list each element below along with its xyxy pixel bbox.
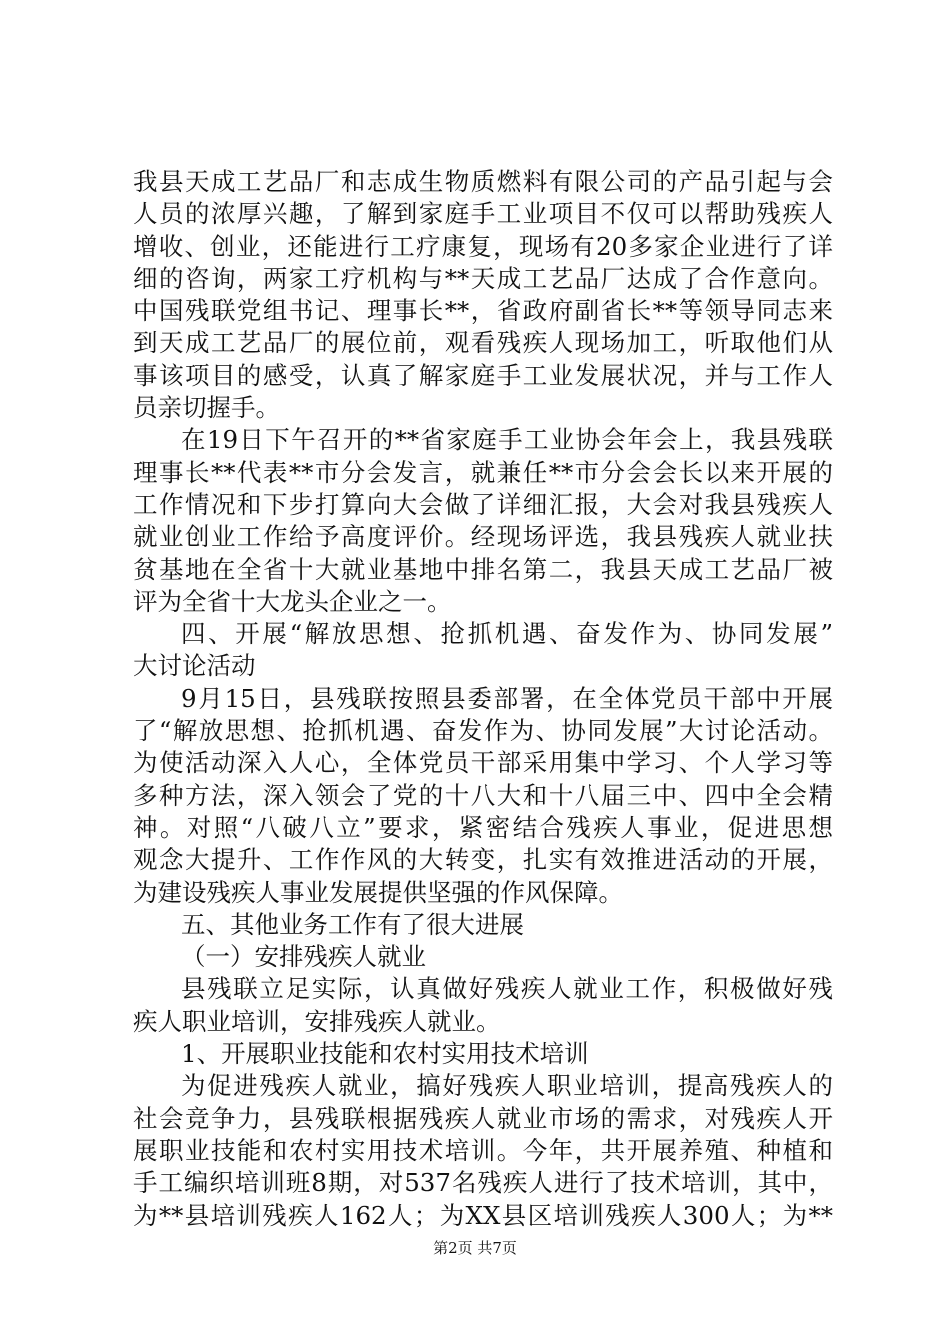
paragraph-line: 县残联立足实际，认真做好残疾人就业工作，积极做好残 [181, 974, 833, 1004]
paragraph-line: 理事长**代表**市分会发言，就兼任**市分会会长以来开展的 [133, 457, 833, 487]
paragraph-line: 为建设残疾人事业发展提供坚强的作风保障。 [133, 877, 623, 907]
paragraph-line: 增收、创业，还能进行工疗康复，现场有20多家企业进行了详 [133, 231, 833, 261]
paragraph-line: 到天成工艺品厂的展位前，观看残疾人现场加工，听取他们从 [133, 328, 833, 358]
paragraph-line: 在19日下午召开的**省家庭手工业协会年会上，我县残联 [181, 425, 833, 455]
paragraph-line: 手工编织培训班8期，对537名残疾人进行了技术培训，其中， [133, 1168, 833, 1198]
paragraph-line: 就业创业工作给予高度评价。经现场评选，我县残疾人就业扶 [133, 522, 833, 552]
paragraph-line: 社会竞争力，县残联根据残疾人就业市场的需求，对残疾人开 [133, 1103, 833, 1133]
subsection-heading: （一）安排残疾人就业 [181, 942, 426, 972]
paragraph-line: 为促进残疾人就业，搞好残疾人职业培训，提高残疾人的 [181, 1071, 833, 1101]
paragraph-line: 为使活动深入人心，全体党员干部采用集中学习、个人学习等 [133, 748, 833, 778]
section-heading: 大讨论活动 [133, 651, 256, 681]
subsection-heading: 1、开展职业技能和农村实用技术培训 [181, 1039, 589, 1069]
paragraph-line: 评为全省十大龙头企业之一。 [133, 586, 452, 616]
paragraph-line: 观念大提升、工作作风的大转变，扎实有效推进活动的开展， [133, 845, 833, 875]
paragraph-line: 中国残联党组书记、理事长**，省政府副省长**等领导同志来 [133, 296, 833, 326]
section-heading: 五、其他业务工作有了很大进展 [181, 909, 524, 939]
section-heading: 四、开展“解放思想、抢抓机遇、奋发作为、协同发展” [181, 619, 833, 649]
paragraph-line: 细的咨询，两家工疗机构与**天成工艺品厂达成了合作意向。 [133, 263, 833, 293]
paragraph-line: 事该项目的感受，认真了解家庭手工业发展状况，并与工作人 [133, 360, 833, 390]
paragraph-line: 了“解放思想、抢抓机遇、奋发作为、协同发展”大讨论活动。 [133, 716, 833, 746]
paragraph-line: 疾人职业培训，安排残疾人就业。 [133, 1006, 501, 1036]
paragraph-line: 神。对照“八破八立”要求，紧密结合残疾人事业，促进思想 [133, 812, 833, 842]
paragraph-line: 我县天成工艺品厂和志成生物质燃料有限公司的产品引起与会 [133, 167, 833, 196]
paragraph-line: 多种方法，深入领会了党的十八大和十八届三中、四中全会精 [133, 780, 833, 810]
paragraph-line: 贫基地在全省十大就业基地中排名第二，我县天成工艺品厂被 [133, 554, 833, 584]
paragraph-line: 人员的浓厚兴趣，了解到家庭手工业项目不仅可以帮助残疾人 [133, 199, 833, 229]
paragraph-line: 展职业技能和农村实用技术培训。今年，共开展养殖、种植和 [133, 1135, 833, 1165]
page-footer: 第2页 共7页 [433, 1239, 517, 1257]
paragraph-line: 工作情况和下步打算向大会做了详细汇报，大会对我县残疾人 [133, 489, 833, 519]
paragraph-line: 员亲切握手。 [133, 393, 280, 423]
paragraph-line: 为**县培训残疾人162人；为XX县区培训残疾人300人；为** [133, 1200, 833, 1230]
paragraph-line: 9月15日，县残联按照县委部署，在全体党员干部中开展 [181, 683, 833, 713]
document-body [133, 166, 833, 1232]
